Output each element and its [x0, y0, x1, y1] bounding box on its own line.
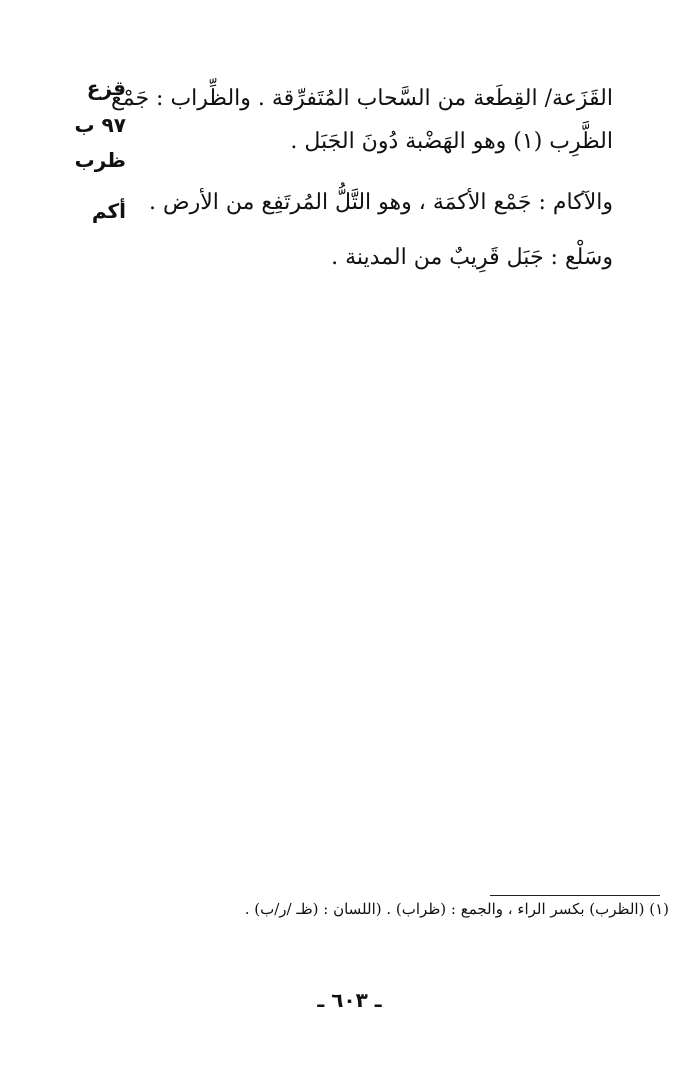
- body-line: والآكام : جَمْع الأكمَة ، وهو التَّلُّ المُرتَفِع من الأرض .: [149, 190, 613, 215]
- margin-note-akam: أكم: [91, 199, 126, 223]
- body-line: الظَّرِب (١) وهو الهَضْبة دُونَ الجَبَل .: [290, 129, 613, 154]
- footnote: (١) (الظرب) بكسر الراء ، والجمع : (ظراب) . (اللسان : (ظـ /ر/ب) .: [244, 900, 669, 918]
- footnote-divider: [490, 895, 660, 896]
- margin-note-qaza: قزع: [86, 76, 126, 100]
- body-line: القَزَعة/ القِطَعة من السَّحاب المُتَفرِّقة . والظِّراب : جَمْع: [111, 86, 613, 111]
- margin-note-folio: ٩٧ ب: [74, 113, 126, 137]
- margin-note-zarab: ظرب: [74, 148, 126, 172]
- body-line: وسَلْع : جَبَل قَرِيبٌ من المدينة .: [331, 245, 613, 270]
- page-number: ـ ٦٠٣ ـ: [317, 988, 382, 1012]
